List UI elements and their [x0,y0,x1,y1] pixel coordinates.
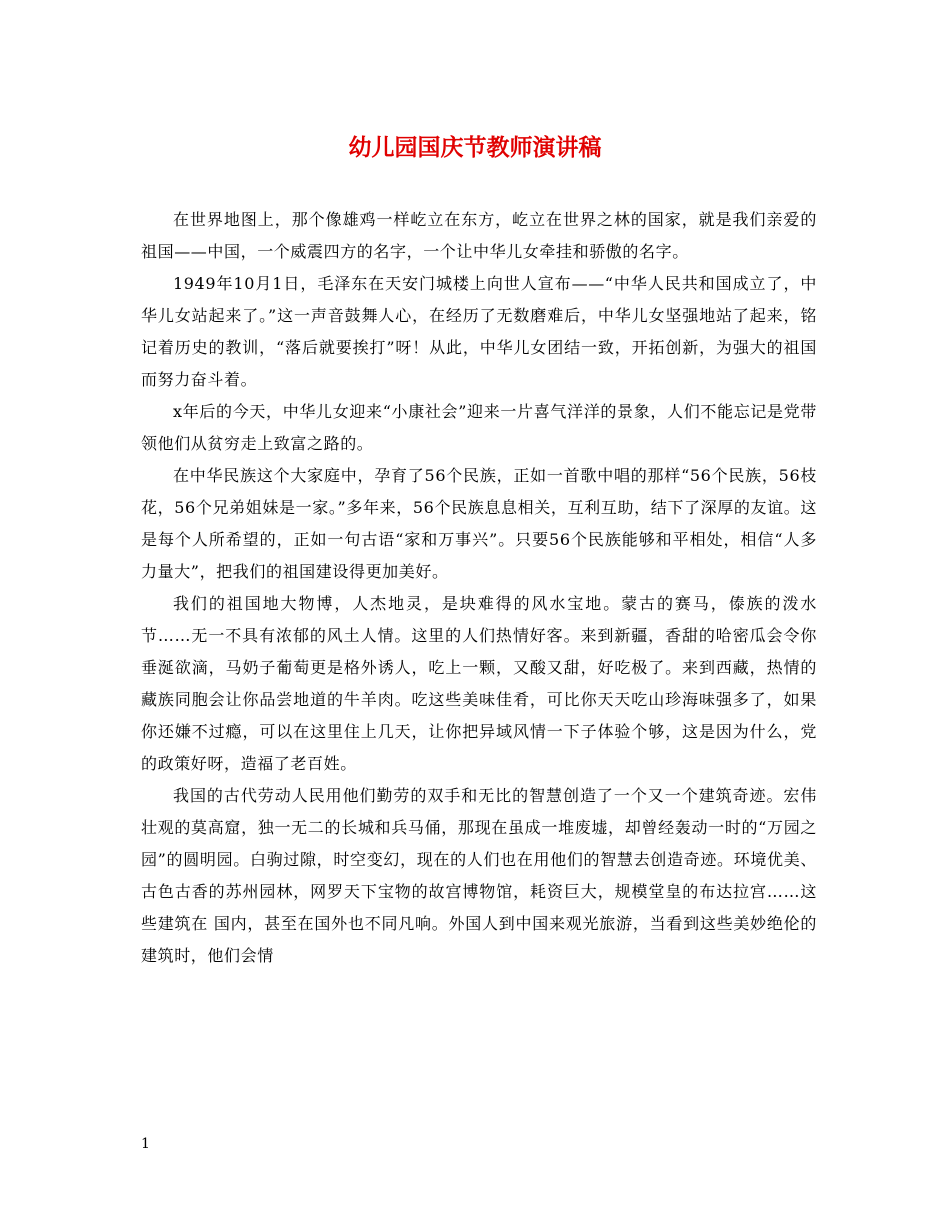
paragraph-5: 我们的祖国地大物博，人杰地灵，是块难得的风水宝地。蒙古的赛马，傣族的泼水节……无一不具有浓郁的风土人情。这里的人们热情好客。来到新疆，香甜的哈密瓜会令你垂涎欲滴，马奶子葡萄更是格外诱人，吃上一颗，又酸又甜，好吃极了。来到西藏，热情的藏族同胞会让你品尝地道的牛羊肉。吃这些美味佳肴，可比你天天吃山珍海味强多了，如果你还嫌不过瘾，可以在这里住上几天，让你把异域风情一下子体验个够，这是因为什么，党的政策好呀，造福了老百姓。 [141,594,817,773]
document-body [141,204,817,972]
paragraph-3: x年后的今天，中华儿女迎来“小康社会”迎来一片喜气洋洋的景象，人们不能忘记是党带领他们从贫穷走上致富之路的。 [141,402,817,453]
document-title: 幼儿园国庆节教师演讲稿 [348,134,602,161]
paragraph-2: 1949年10月1日，毛泽东在天安门城楼上向世人宣布——“中华人民共和国成立了，中华儿女站起来了。”这一声音鼓舞人心，在经历了无数磨难后，中华儿女坚强地站了起来，铭记着历史的教训，“落后就要挨打”呀！从此，中华儿女团结一致，开拓创新，为强大的祖国而努力奋斗着。 [141,274,817,389]
paragraph-6: 我国的古代劳动人民用他们勤劳的双手和无比的智慧创造了一个又一个建筑奇迹。宏伟壮观的莫高窟，独一无二的长城和兵马俑，那现在虽成一堆废墟，却曾经轰动一时的“万园之园”的圆明园。白驹过隙，时空变幻，现在的人们也在用他们的智慧去创造奇迹。环境优美、古色古香的苏州园林，网罗天下宝物的故宫博物馆，耗资巨大，规模堂皇的布达拉宫……这些建筑在 国内，甚至在国外也不同凡响。外国人到中国来观光旅游，当看到这些美妙绝伦的建筑时，他们会情 [141,786,817,965]
paragraph-4: 在中华民族这个大家庭中，孕育了56个民族，正如一首歌中唱的那样“56个民族，56枝花，56个兄弟姐妹是一家。”多年来，56个民族息息相关，互利互助，结下了深厚的友谊。这是每个人所希望的，正如一句古语“家和万事兴”。只要56个民族能够和平相处，相信“人多力量大”，把我们的祖国建设得更加美好。 [141,466,817,581]
paragraph-1: 在世界地图上，那个像雄鸡一样屹立在东方，屹立在世界之林的国家，就是我们亲爱的祖国——中国，一个威震四方的名字，一个让中华儿女牵挂和骄傲的名字。 [141,210,817,261]
page-number: 1 [141,1136,150,1152]
